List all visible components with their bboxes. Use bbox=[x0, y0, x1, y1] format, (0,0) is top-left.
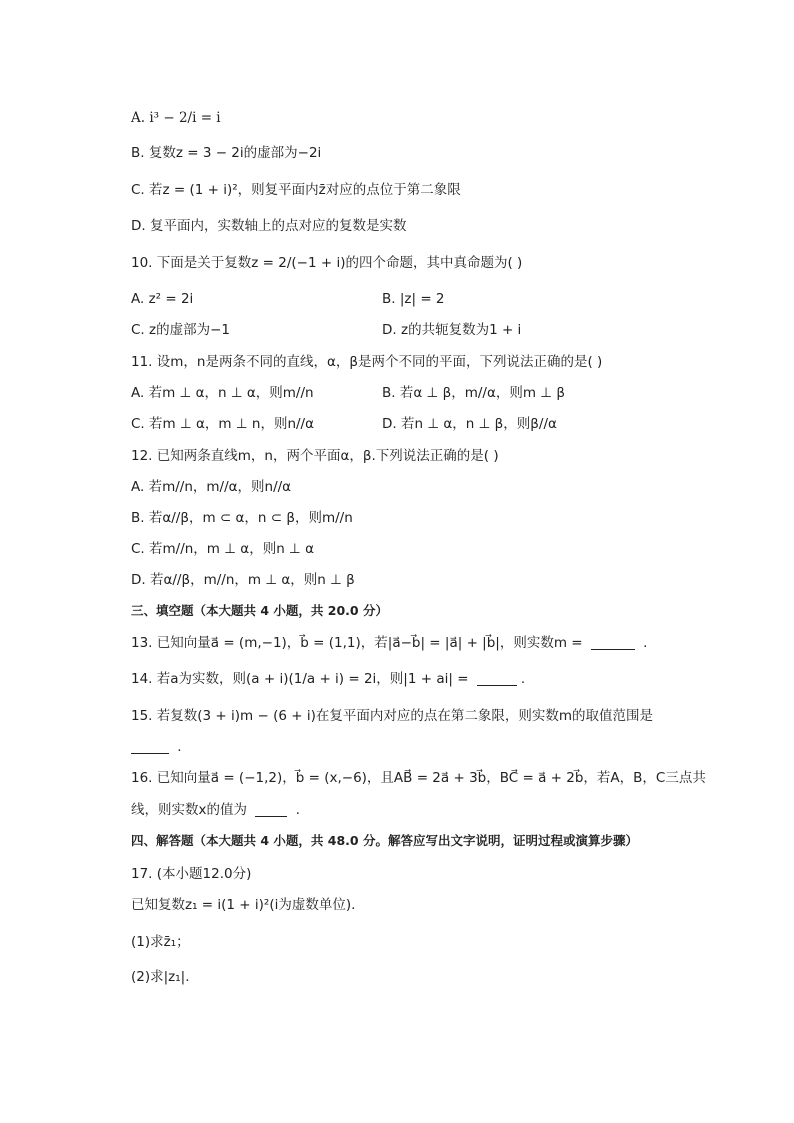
q12-option-c: C. 若m//n，m ⊥ α，则n ⊥ α bbox=[131, 541, 315, 557]
q16-text: 线，则实数x的值为 bbox=[131, 802, 252, 818]
q13-answer-blank[interactable] bbox=[591, 635, 635, 650]
q13-text: 13. 已知向量a⃗ = (m,−1)，b⃗ = (1,1)，若|a⃗−b⃗| = |a⃗| + |b⃗|，则实数m = bbox=[131, 635, 587, 651]
q11-option-c: C. 若m ⊥ α，m ⊥ n，则n//α bbox=[131, 416, 315, 432]
q15-answer-line bbox=[131, 737, 182, 757]
q14-end: . bbox=[520, 671, 526, 687]
q16-end: . bbox=[291, 802, 300, 818]
q11-option-b: B. 若α ⊥ β，m//α，则m ⊥ β bbox=[382, 385, 565, 401]
q14-answer-blank[interactable] bbox=[477, 671, 517, 686]
q10-option-c: C. z的虚部为−1 bbox=[131, 322, 230, 338]
q9-option-a: A. i³ − 2/i = i bbox=[131, 110, 221, 126]
q12-option-b: B. 若α//β，m ⊂ α，n ⊂ β，则m//n bbox=[131, 510, 353, 526]
q11-option-d: D. 若n ⊥ α，n ⊥ β，则β//α bbox=[382, 416, 557, 432]
q13 bbox=[131, 633, 647, 653]
q9-option-c: C. 若z = (1 + i)²，则复平面内z̄对应的点位于第二象限 bbox=[131, 182, 461, 198]
section-3-heading: 三、填空题（本大题共 4 小题，共 20.0 分） bbox=[131, 603, 388, 618]
q10-option-a: A. z² = 2i bbox=[131, 291, 194, 307]
q11-option-a: A. 若m ⊥ α，n ⊥ α，则m//n bbox=[131, 385, 314, 401]
q12-stem: 12. 已知两条直线m，n，两个平面α，β.下列说法正确的是( ) bbox=[131, 448, 499, 464]
q9-option-b: B. 复数z = 3 − 2i的虚部为−2i bbox=[131, 145, 322, 161]
q15-end: . bbox=[173, 739, 182, 755]
q10-option-b: B. |z| = 2 bbox=[382, 291, 445, 307]
q10-stem: 10. 下面是关于复数z = 2/(−1 + i)的四个命题，其中真命题为( ) bbox=[131, 255, 523, 271]
q10-option-d: D. z的共轭复数为1 + i bbox=[382, 322, 522, 338]
q15-stem: 15. 若复数(3 + i)m − (6 + i)在复平面内对应的点在第二象限，则实数m的取值范围是 bbox=[131, 708, 653, 724]
q15-answer-blank[interactable] bbox=[131, 739, 169, 754]
q16-continued bbox=[131, 800, 300, 820]
q12-option-d: D. 若α//β，m//n，m ⊥ α，则n ⊥ β bbox=[131, 572, 355, 588]
q13-end: . bbox=[638, 635, 648, 651]
q17-header: 17. (本小题12.0分) bbox=[131, 866, 252, 882]
q17-part-1: (1)求z̄₁； bbox=[131, 934, 190, 950]
q16-stem: 16. 已知向量a⃗ = (−1,2)，b⃗ = (x,−6)，且AB⃗ = 2a⃗ + 3b⃗，BC⃗ = a⃗ + 2b⃗，若A，B，C三点共 bbox=[131, 770, 706, 786]
section-4-heading: 四、解答题（本大题共 4 小题，共 48.0 分。解答应写出文字说明，证明过程或演算步骤） bbox=[131, 833, 638, 848]
q12-option-a: A. 若m//n，m//α，则n//α bbox=[131, 479, 292, 495]
q17-part-2: (2)求|z₁|. bbox=[131, 969, 190, 985]
q9-option-d: D. 复平面内，实数轴上的点对应的复数是实数 bbox=[131, 218, 407, 234]
q14-text: 14. 若a为实数，则(a + i)(1/a + i) = 2i，则|1 + ai| = bbox=[131, 671, 473, 687]
q14 bbox=[131, 669, 525, 689]
q16-answer-blank[interactable] bbox=[255, 802, 287, 817]
q17-body: 已知复数z₁ = i(1 + i)²(i为虚数单位). bbox=[131, 897, 356, 913]
q11-stem: 11. 设m，n是两条不同的直线，α，β是两个不同的平面，下列说法正确的是( ) bbox=[131, 354, 603, 370]
